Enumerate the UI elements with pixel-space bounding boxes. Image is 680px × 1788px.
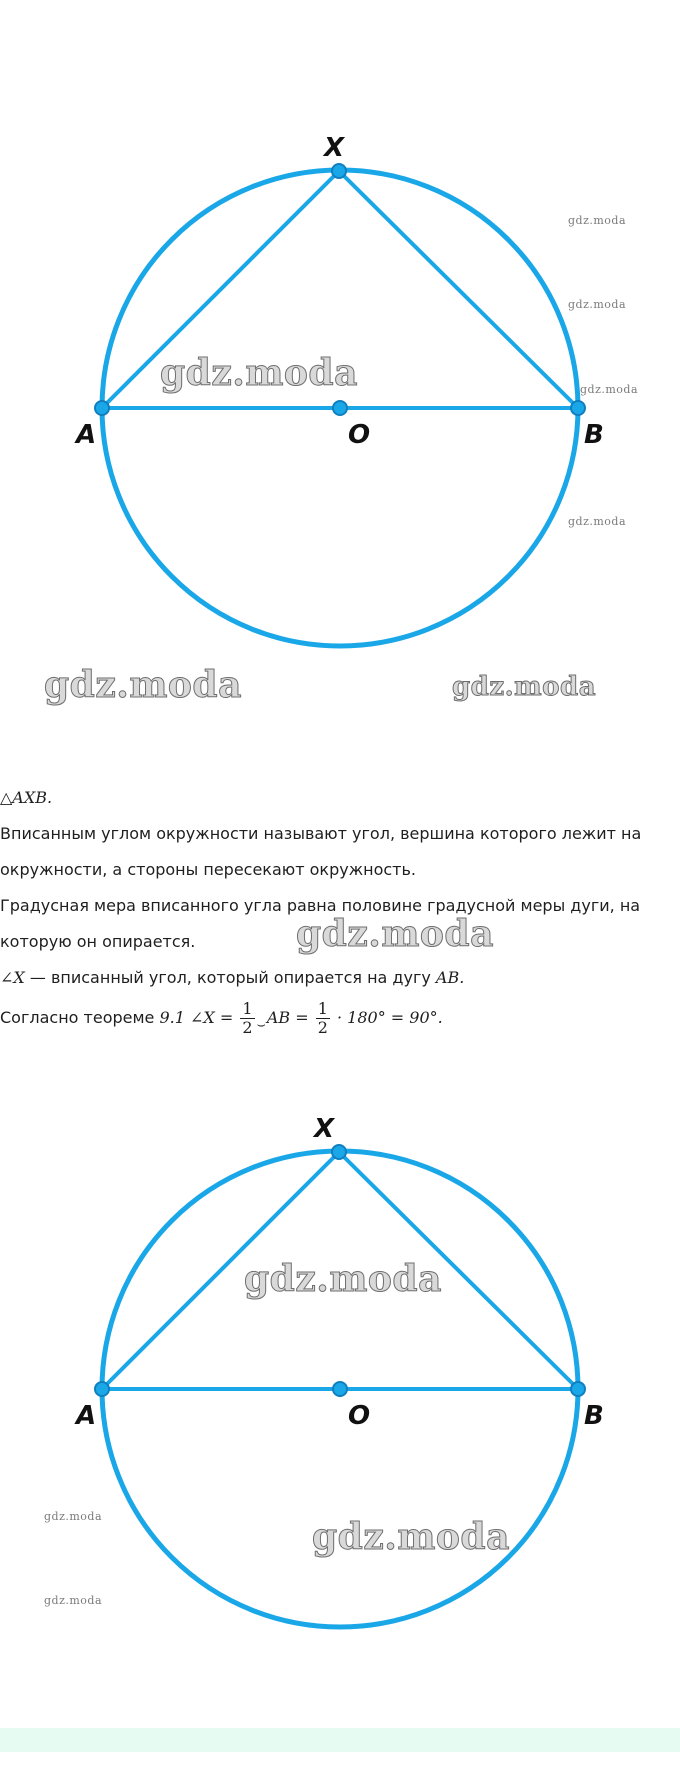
- angle-x: ∠X: [0, 968, 25, 987]
- watermark: gdz.moda: [568, 298, 627, 311]
- point-o: [333, 1382, 347, 1396]
- chord-xb: [339, 171, 578, 408]
- label-o: O: [348, 1401, 371, 1431]
- label-a: A: [76, 420, 97, 450]
- point-x: [332, 164, 346, 178]
- label-x: X: [314, 1114, 335, 1144]
- definition-line-1: Вписанным углом окружности называют угол, вершина которого лежит на: [0, 824, 642, 843]
- watermark: gdz.moda: [568, 515, 627, 528]
- label-b: B: [584, 1401, 604, 1431]
- circle-diagram-bottom: [0, 1090, 680, 1700]
- figure-top: [0, 0, 680, 760]
- arc-ab: AB.: [435, 968, 465, 987]
- definition-line-2: окружности, а стороны пересекают окружность.: [0, 860, 417, 879]
- point-b: [571, 1382, 585, 1396]
- label-o: O: [348, 420, 371, 450]
- point-o: [333, 401, 347, 415]
- triangle-name: △AXB.: [0, 788, 53, 807]
- watermark: gdz.moda: [244, 1258, 442, 1300]
- arc-symbol: ⌣: [256, 1017, 266, 1033]
- point-x: [332, 1145, 346, 1159]
- label-x: X: [324, 133, 345, 163]
- watermark: gdz.moda: [296, 913, 494, 955]
- label-b: B: [584, 420, 604, 450]
- calc-arc: AB =: [266, 1008, 309, 1027]
- footer-band: [0, 1728, 680, 1752]
- label-a: A: [76, 1401, 97, 1431]
- fraction-half: [240, 1000, 254, 1037]
- fraction-denominator: 2: [317, 1018, 328, 1037]
- point-a: [95, 401, 109, 415]
- watermark: gdz.moda: [44, 664, 242, 706]
- fraction-numerator: 1: [317, 999, 328, 1018]
- solution-text: [0, 780, 680, 1043]
- watermark: gdz.moda: [568, 214, 627, 227]
- fraction-denominator: 2: [242, 1018, 253, 1037]
- watermark: gdz.moda: [160, 352, 358, 394]
- fraction-numerator: 1: [242, 999, 253, 1018]
- watermark: gdz.moda: [44, 1594, 103, 1607]
- calculation: [0, 1000, 680, 1043]
- watermark: gdz.moda: [452, 672, 597, 702]
- watermark: gdz.moda: [44, 1510, 103, 1523]
- watermark: gdz.moda: [580, 383, 639, 396]
- theorem-line-1: Градусная мера вписанного угла равна половине градусной меры дуги, на: [0, 896, 641, 915]
- figure-bottom: [0, 1090, 680, 1700]
- calc-theorem: 9.1 ∠X =: [159, 1008, 234, 1027]
- point-a: [95, 1382, 109, 1396]
- calc-result: · 180° = 90°.: [337, 1008, 443, 1027]
- fraction-half: [316, 1000, 330, 1037]
- watermark: gdz.moda: [312, 1516, 510, 1558]
- theorem-line-2: которую он опирается.: [0, 932, 196, 951]
- calc-prefix: Согласно теореме: [0, 1008, 160, 1027]
- point-b: [571, 401, 585, 415]
- angle-statement: [0, 960, 680, 996]
- angle-text: — вписанный угол, который опирается на дугу: [24, 968, 436, 987]
